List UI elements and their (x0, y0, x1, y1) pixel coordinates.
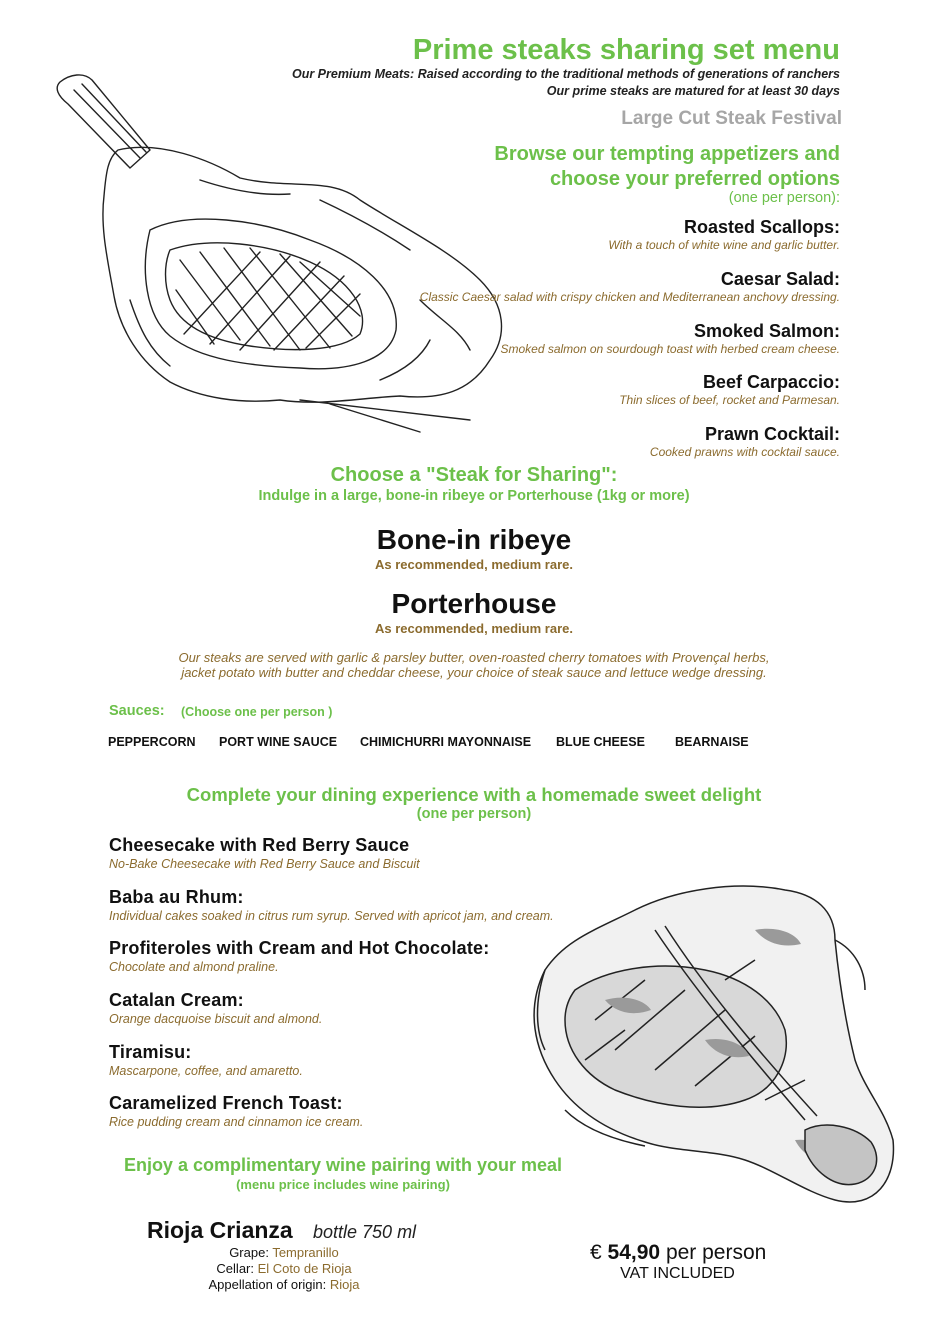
steak-sides-line-1: Our steaks are served with garlic & parsley butter, oven-roasted cherry tomatoes with Provençal herbs, (178, 650, 770, 665)
dessert-description: Chocolate and almond praline. (109, 960, 279, 974)
dessert-item (109, 886, 554, 924)
price-amount: 54,90 (607, 1241, 661, 1264)
dessert-name: Caramelized French Toast: (109, 1093, 343, 1113)
appetizer-name: Smoked Salmon: (693, 321, 840, 341)
wine-origin-label: Appellation of origin: (208, 1277, 330, 1292)
menu-title: Prime steaks sharing set menu (412, 34, 840, 66)
wine-origin-line (144, 1277, 424, 1292)
appetizer-name: Prawn Cocktail: (704, 424, 840, 444)
appetizer-description: Classic Caesar salad with crispy chicken and Mediterranean anchovy dressing. (419, 290, 840, 304)
appetizers-note: (one per person): (728, 190, 840, 206)
wine-bottle-size: bottle 750 ml (313, 1222, 417, 1242)
appetizer-name: Roasted Scallops: (683, 217, 840, 237)
appetizer-description: Cooked prawns with cocktail sauce. (649, 445, 840, 459)
steak-sides-line-2: jacket potato with butter and cheddar cheese, your choice of steak sauce and lettuce wedge dressing. (181, 665, 767, 680)
wine-cellar-line (144, 1261, 424, 1276)
steak-name-ribeye: Bone-in ribeye (376, 524, 572, 555)
wine-note: (menu price includes wine pairing) (236, 1177, 450, 1192)
price-currency: € (590, 1241, 602, 1264)
appetizers-heading-line-1: Browse our tempting appetizers and (494, 143, 840, 165)
tagline-premium-meats: Our Premium Meats: Raised according to the traditional methods of generations of ranchers (291, 67, 840, 81)
appetizer-name: Caesar Salad: (720, 269, 840, 289)
dessert-item (109, 1092, 363, 1130)
steak-heading: Choose a "Steak for Sharing": (330, 464, 618, 486)
dessert-description: Rice pudding cream and cinnamon ice cream. (109, 1115, 364, 1129)
dessert-description: Orange dacquoise biscuit and almond. (109, 1012, 323, 1026)
wine-grape-label: Grape: (229, 1245, 273, 1260)
appetizer-description: Smoked salmon on sourdough toast with herbed cream cheese. (500, 342, 840, 356)
t-bone-steak-illustration (505, 870, 925, 1250)
dessert-item (109, 937, 489, 975)
sauce-option: PEPPERCORN (108, 735, 196, 749)
wine-cellar-label: Cellar: (216, 1261, 258, 1276)
appetizer-description: With a touch of white wine and garlic butter. (608, 238, 840, 252)
dessert-name: Catalan Cream: (109, 990, 244, 1010)
wine-heading: Enjoy a complimentary wine pairing with your meal (123, 1155, 563, 1175)
dessert-name: Baba au Rhum: (109, 887, 244, 907)
wine-name: Rioja Crianza (147, 1217, 293, 1243)
appetizer-item (608, 216, 840, 253)
festival-label: Large Cut Steak Festival (621, 108, 842, 129)
price (590, 1241, 766, 1265)
steak-description-porterhouse: As recommended, medium rare. (375, 621, 573, 636)
dessert-item (109, 989, 322, 1027)
price-per: per person (665, 1241, 767, 1264)
appetizer-item (619, 371, 840, 408)
sauce-option: BEARNAISE (675, 735, 749, 749)
desserts-note: (one per person) (416, 806, 532, 822)
tagline-matured: Our prime steaks are matured for at least 30 days (546, 84, 840, 98)
dessert-name: Cheesecake with Red Berry Sauce (109, 835, 410, 855)
wine-grape-value: Tempranillo (272, 1245, 339, 1260)
appetizer-item (650, 423, 840, 460)
sauce-option: PORT WINE SAUCE (219, 735, 338, 749)
appetizer-item (500, 320, 840, 357)
dessert-description: Mascarpone, coffee, and amaretto. (109, 1064, 303, 1078)
vat-note: VAT INCLUDED (620, 1265, 735, 1282)
appetizer-name: Beef Carpaccio: (702, 372, 840, 392)
dessert-name: Tiramisu: (109, 1042, 192, 1062)
sauces-note: (Choose one per person ) (181, 705, 333, 719)
appetizers-heading-line-2: choose your preferred options (549, 168, 840, 190)
dessert-description: No-Bake Cheesecake with Red Berry Sauce and Biscuit (109, 857, 420, 871)
sauce-option: BLUE CHEESE (556, 735, 645, 749)
sauces-title: Sauces: (109, 703, 165, 719)
appetizers-heading (494, 142, 840, 192)
dessert-name: Profiteroles with Cream and Hot Chocolate: (109, 938, 490, 958)
sauce-option: CHIMICHURRI MAYONNAISE (360, 735, 532, 749)
dessert-item (109, 1041, 303, 1079)
desserts-heading: Complete your dining experience with a homemade sweet delight (186, 784, 762, 805)
appetizer-item (420, 268, 840, 305)
wine-cellar-value: El Coto de Rioja (257, 1261, 352, 1276)
wine-grape-line (144, 1245, 424, 1260)
dessert-item (109, 834, 420, 872)
wine-origin-value: Rioja (329, 1277, 360, 1292)
appetizer-description: Thin slices of beef, rocket and Parmesan. (619, 393, 840, 407)
dessert-description: Individual cakes soaked in citrus rum syrup. Served with apricot jam, and cream. (109, 909, 554, 923)
steak-name-porterhouse: Porterhouse (391, 588, 557, 619)
steak-description-ribeye: As recommended, medium rare. (375, 557, 573, 572)
steak-subheading: Indulge in a large, bone-in ribeye or Porterhouse (1kg or more) (258, 488, 690, 504)
